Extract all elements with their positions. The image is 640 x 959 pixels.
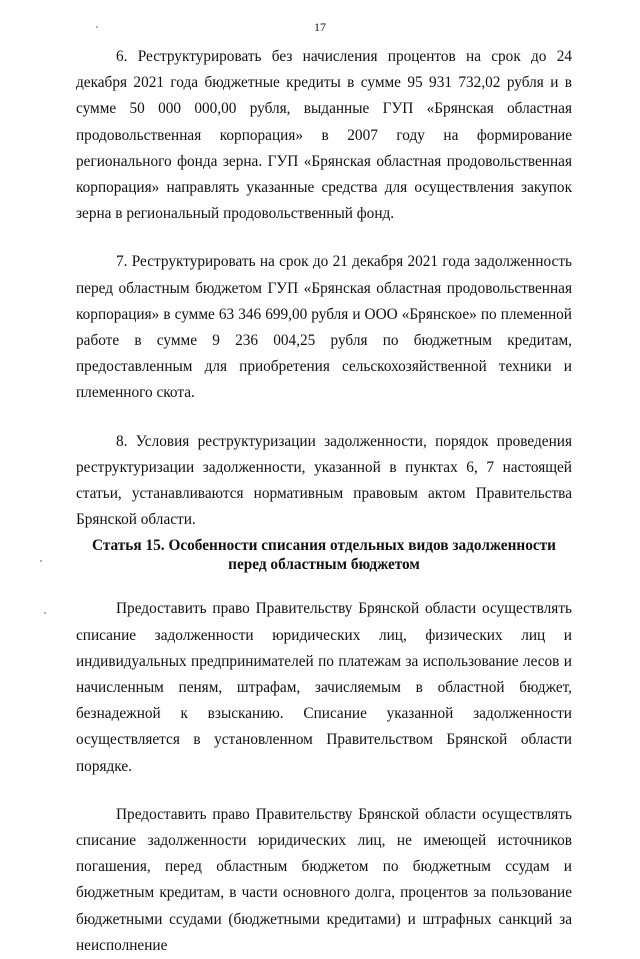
paragraph-item-8: 8. Условия реструктуризации задолженности, порядок проведения реструктуризации задолженности, указанной в пунктах 6, 7 настоящей статьи, устанавливаются нормативным правовым актом Правительства Брянской области. (76, 432, 572, 529)
scan-speck (40, 560, 42, 562)
paragraph-item-6: 6. Реструктурировать без начисления процентов на срок до 24 декабря 2021 года бюджетные кредиты в сумме 95 931 732,02 рубля и в сумме 50 000 000,00 рубля, выданные ГУП «Брянская областная продовольственная корпорация» в 2007 году на формирование регионального фонда зерна. ГУП «Брянская областная продовольственная корпорация» направлять указанные средства для осуществления закупок зерна в региональный продовольственный фонд. (76, 48, 572, 223)
article-heading-line-2: перед областным бюджетом (228, 556, 420, 574)
paragraph-item-7: 7. Реструктурировать на срок до 21 декабря 2021 года задолженность перед областным бюджетом ГУП «Брянская областная продовольственная корпорация» в сумме 63 346 699,00 рубля и ООО «Брянское» по племенной работе в сумме 9 236 004,25 рубля по бюджетным кредитам, предоставленным для приобретения сельскохозяйственной техники и племенного скота. (76, 253, 572, 402)
paragraph-write-off-legal-entities: Предоставить право Правительству Брянской области осуществлять списание задолженности юридических лиц, не имеющей источников погашения, перед областным бюджетом по бюджетным ссудам и бюджетным кредитам, в части основного долга, процентов за пользование бюджетными ссудами (бюджетными кредитами) и штрафных санкций за неисполнение (76, 805, 572, 954)
document-body (76, 44, 572, 959)
scan-speck (44, 612, 46, 614)
article-heading-line-1: Статья 15. Особенности списания отдельных видов задолженности (92, 537, 556, 555)
paragraph-write-off-forest-debt: Предоставить право Правительству Брянской области осуществлять списание задолженности юридических лиц, физических лиц и индивидуальных предпринимателей по платежам за использование лесов и начисленным пеням, штрафам, зачисляемым в областной бюджет, безнадежной к взысканию. Списание указанной задолженности осуществляется в установленном Правительством Брянской области порядке. (76, 600, 572, 775)
page-number: 17 (314, 20, 326, 34)
article-heading (76, 536, 572, 574)
scan-speck (96, 26, 98, 28)
